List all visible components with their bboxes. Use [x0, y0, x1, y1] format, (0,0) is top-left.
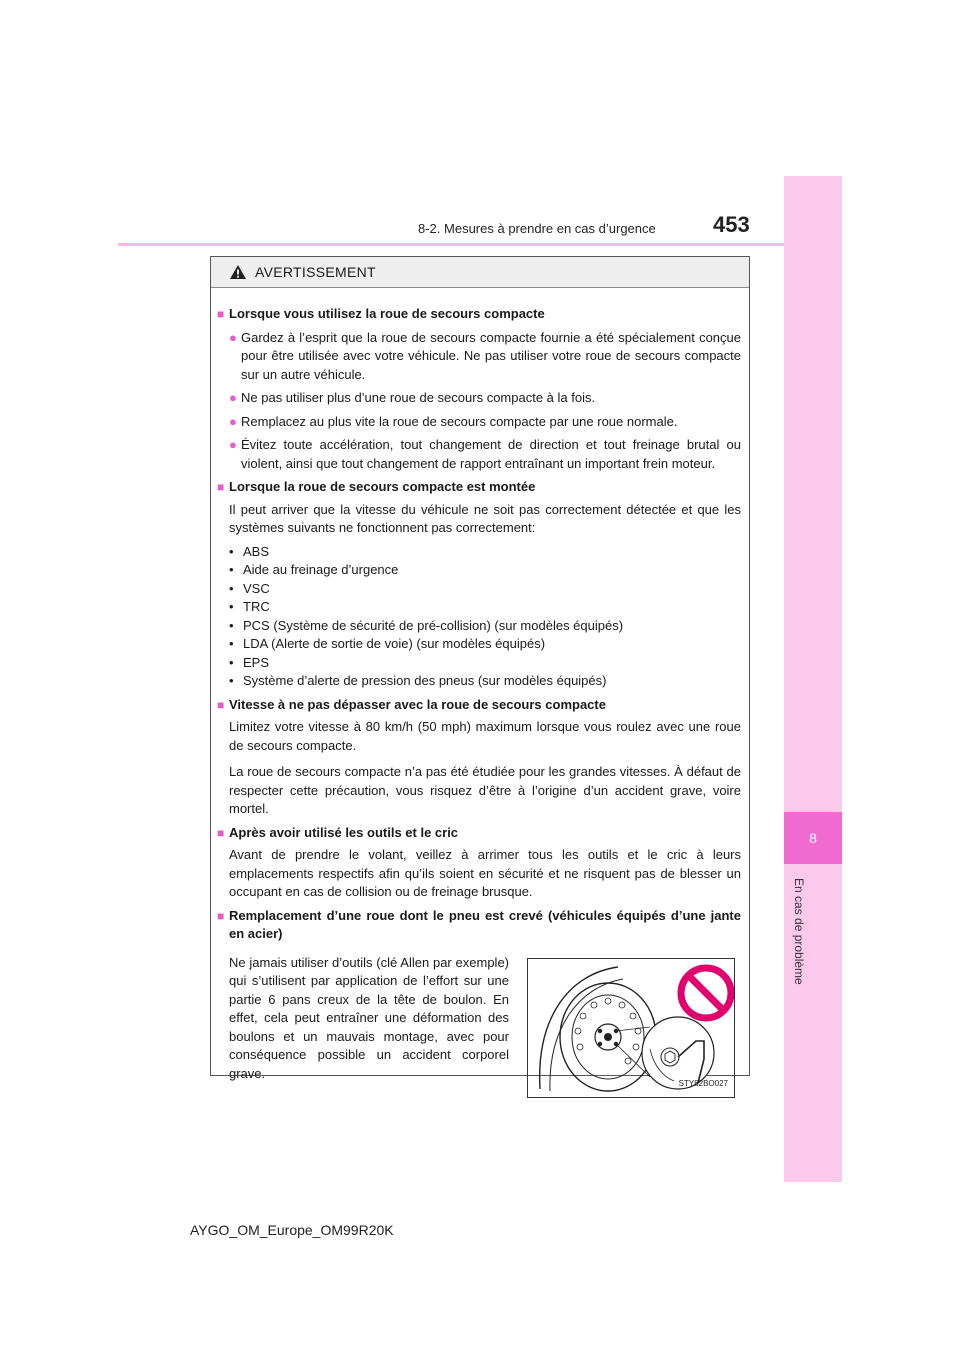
section-title: 8-2. Mesures à prendre en cas d’urgence [418, 221, 656, 236]
header-divider [118, 243, 784, 246]
square-bullet-icon: ■ [217, 697, 225, 712]
warning-title: AVERTISSEMENT [255, 264, 376, 280]
page-number: 453 [713, 212, 750, 237]
square-bullet-icon: ■ [217, 480, 225, 494]
list-item: • VSC [229, 580, 270, 596]
section-heading: ■ Après avoir utilisé les outils et le cric [217, 824, 741, 843]
section-heading: ■ Lorsque la roue de secours compacte est montée [217, 478, 741, 497]
list-item: • Aide au freinage d’urgence [229, 562, 399, 577]
warning-triangle-icon [229, 264, 247, 280]
chapter-label: En cas de problème [792, 878, 806, 985]
systems-list [229, 543, 741, 691]
warning-header [211, 257, 749, 288]
paragraph: La roue de secours compacte n’a pas été étudiée pour les grandes vitesses. À défaut de respecter cette précaution, vous risquez d’être à l’origine d’un accident grave, voire mortel. [229, 764, 741, 816]
side-tab [784, 176, 842, 1182]
paragraph: Il peut arriver que la vitesse du véhicule ne soit pas correctement détectée et que les systèmes suivants ne fonctionnent pas correctement: [229, 501, 741, 535]
list-item: • ABS [229, 543, 270, 559]
list-item: • PCS (Système de sécurité de pré-collision) (sur modèles équipés) [229, 617, 624, 633]
warning-content [211, 288, 749, 1098]
paragraph: Avant de prendre le volant, veillez à arrimer tous les outils et le cric à leurs emplacements respectifs afin qu’ils soient en sécurité et ne risquent pas de blesser un occupant en cas de collision ou de freinage brusque. [229, 847, 741, 899]
section-heading: ■ Lorsque vous utilisez la roue de secours compacte [217, 305, 741, 324]
square-bullet-icon: ■ [217, 908, 225, 923]
circle-bullet-icon: ● [229, 329, 237, 345]
list-item: • EPS [229, 654, 270, 670]
chapter-number: 8 [784, 812, 842, 864]
warning-box [210, 256, 750, 1088]
circle-bullet-icon: ● [229, 413, 237, 429]
bullet-item: ● Évitez toute accélération, tout changement de direction et tout freinage brutal ou violent, ainsi que tout changement de rapport entraînant un important frein moteur. [229, 436, 741, 473]
paragraph: Limitez votre vitesse à 80 km/h (50 mph) maximum lorsque vous roulez avec une roue de secours compacte. [229, 719, 741, 753]
list-item: • Système d’alerte de pression des pneus (sur modèles équipés) [229, 673, 607, 688]
list-item: • TRC [229, 599, 270, 614]
paragraph: Ne jamais utiliser d’outils (clé Allen par exemple) qui s’utilisent par application de l’effort sur une partie 6 pans creux de la tête de boulon. En effet, cela peut entraîner une déformation des boulons et un mauvais montage, avec pour conséquence possible un accident corporel grave. [229, 954, 509, 1081]
section-heading: ■ Vitesse à ne pas dépasser avec la roue de secours compacte [217, 696, 741, 715]
square-bullet-icon: ■ [217, 825, 225, 840]
list-item: • LDA (Alerte de sortie de voie) (sur modèles équipés) [229, 636, 546, 651]
section-heading: ■ Remplacement d’une roue dont le pneu est crevé (véhicules équipés d’une jante en acier) [217, 907, 741, 944]
circle-bullet-icon: ● [229, 390, 237, 405]
figure-code: STY82BO027 [678, 1079, 728, 1088]
circle-bullet-icon: ● [229, 437, 237, 452]
bullet-item: ● Ne pas utiliser plus d’une roue de secours compacte à la fois. [229, 389, 741, 408]
final-block [229, 954, 741, 1098]
footer-model-code: AYGO_OM_Europe_OM99R20K [190, 1222, 394, 1238]
illustration-figure [527, 958, 735, 1098]
bullet-item: ● Remplacez au plus vite la roue de secours compacte par une roue normale. [229, 413, 741, 432]
bullet-item: ● Gardez à l’esprit que la roue de secours compacte fournie a été spécialement conçue pour être utilisée avec votre véhicule. Ne pas utiliser votre roue de secours compacte sur un autre véhicule. [229, 329, 741, 385]
square-bullet-icon: ■ [217, 307, 225, 321]
